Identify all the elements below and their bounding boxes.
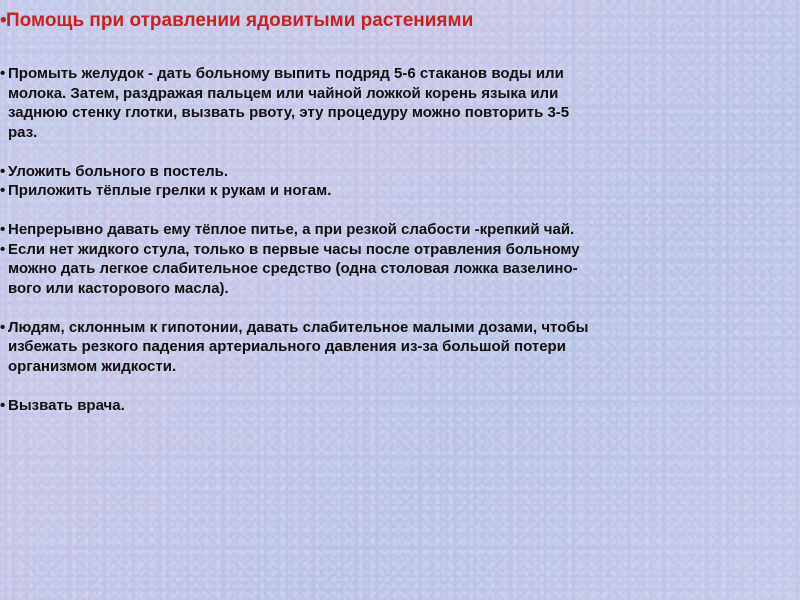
bullet-marker: • — [0, 65, 6, 82]
list-item-hypotension — [0, 318, 792, 377]
list-item-warm-pads — [0, 181, 792, 201]
title-text: Помощь при отравлении ядовитыми растениями — [6, 10, 474, 31]
list-item-gastric-lavage — [0, 64, 792, 142]
list-item-laxative — [0, 240, 792, 299]
item-text-line: Людям, склонным к гипотонии, давать слабительное малыми дозами, чтобы — [8, 318, 589, 336]
item-text-line: вого или касторового масла). — [8, 279, 229, 297]
list-item-put-to-bed — [0, 162, 792, 182]
spacer — [0, 142, 792, 162]
item-text-line: Непрерывно давать ему тёплое питье, а при резкой слабости -крепкий чай. — [8, 221, 575, 238]
bullet-marker: • — [0, 240, 6, 258]
item-text-line: заднюю стенку глотки, вызвать рвоту, эту процедуру можно повторить 3-5 — [8, 104, 570, 121]
item-text-line: Уложить больного в постель. — [8, 162, 229, 180]
list-item-warm-drink — [0, 220, 792, 240]
slide-title — [0, 9, 790, 33]
item-text-line: Приложить тёплые грелки к рукам и ногам. — [8, 182, 332, 199]
item-text-line: можно дать легкое слабительное средство (одна столовая ложка вазелино- — [8, 260, 578, 277]
item-text-line: Если нет жидкого стула, только в первые часы после отравления больному — [8, 240, 580, 258]
item-text-line: Вызвать врача. — [8, 396, 125, 414]
item-text-line: организмом жидкости. — [8, 357, 177, 375]
item-text-line: молока. Затем, раздражая пальцем или чайной ложкой корень языка или — [8, 84, 559, 102]
bullet-list — [0, 64, 792, 415]
spacer — [0, 376, 792, 396]
bullet-marker: • — [0, 182, 6, 199]
title-bullet: • — [0, 10, 7, 31]
bullet-marker: • — [0, 221, 6, 238]
spacer — [0, 201, 792, 221]
item-text-line: Промыть желудок - дать больному выпить подряд 5-6 стаканов воды или — [8, 65, 564, 82]
bullet-marker: • — [0, 318, 6, 336]
bullet-marker: • — [0, 162, 6, 180]
bullet-marker: • — [0, 396, 6, 414]
item-text-line: избежать резкого падения артериального давления из-за большой потери — [8, 338, 566, 355]
list-item-call-doctor — [0, 396, 792, 416]
spacer — [0, 298, 792, 318]
item-text-line: раз. — [8, 123, 38, 141]
